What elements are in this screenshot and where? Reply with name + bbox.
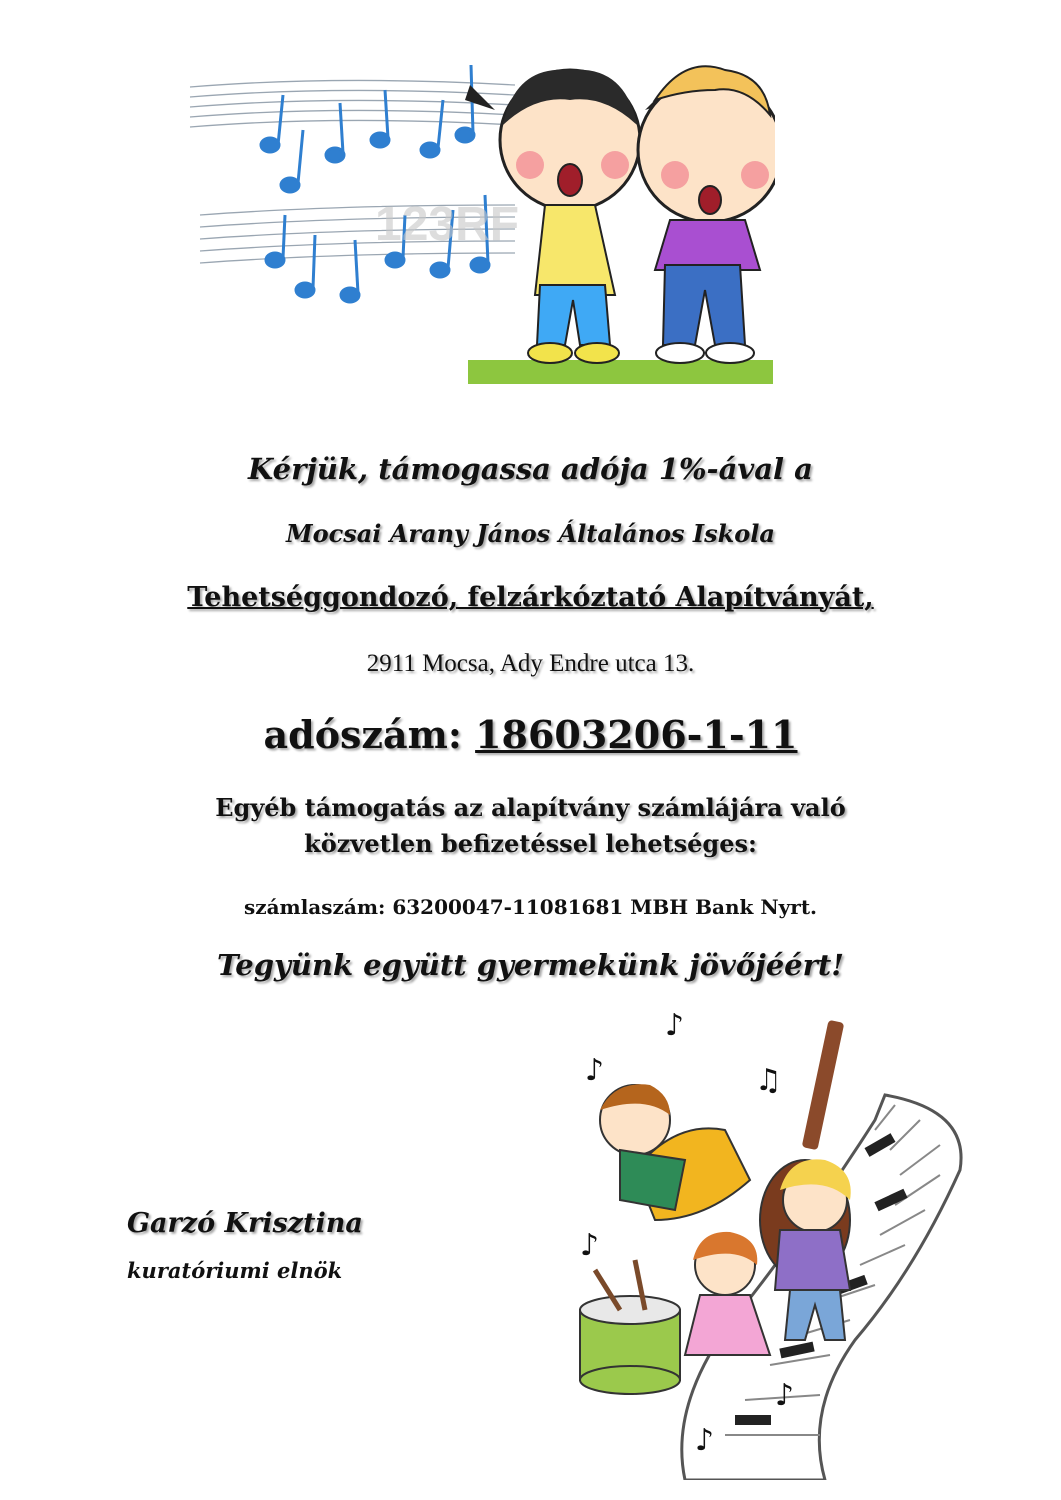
svg-text:♫: ♫ bbox=[755, 1063, 782, 1098]
other-support-line-1: Egyéb támogatás az alapítvány számlájára való bbox=[215, 793, 846, 822]
kids-music-illustration bbox=[575, 1010, 975, 1480]
singing-children-illustration bbox=[185, 55, 775, 385]
other-support-text bbox=[0, 790, 1061, 862]
signature-name: Garzó Krisztina bbox=[127, 1208, 363, 1239]
svg-text:♪: ♪ bbox=[580, 1228, 600, 1263]
request-line: Kérjük, támogassa adója 1%-ával a bbox=[248, 452, 813, 486]
tax-number-line bbox=[0, 712, 1061, 757]
drum-icon bbox=[580, 1260, 680, 1394]
svg-text:♪: ♪ bbox=[585, 1053, 605, 1088]
school-name: Mocsai Arany János Általános Iskola bbox=[286, 519, 775, 548]
other-support-line-2: közvetlen befizetéssel lehetséges: bbox=[304, 829, 757, 858]
bank-account: számlaszám: 63200047-11081681 MBH Bank Nyrt. bbox=[243, 895, 818, 919]
signature-title: kuratóriumi elnök bbox=[127, 1258, 343, 1283]
svg-text:♪: ♪ bbox=[695, 1423, 715, 1458]
foundation-name: Tehetséggondozó, felzárkóztató Alapítványát, bbox=[187, 582, 874, 613]
motto: Tegyünk együtt gyermekünk jövőjéért! bbox=[216, 948, 844, 982]
tax-number-label: adószám: bbox=[263, 712, 462, 757]
tax-number-value: 18603206-1-11 bbox=[475, 712, 798, 757]
svg-text:♪: ♪ bbox=[665, 1010, 685, 1043]
address: 2911 Mocsa, Ady Endre utca 13. bbox=[366, 650, 695, 677]
watermark: 123RF bbox=[375, 198, 520, 251]
svg-text:♪: ♪ bbox=[775, 1378, 795, 1413]
boy-singing-icon bbox=[638, 66, 775, 363]
